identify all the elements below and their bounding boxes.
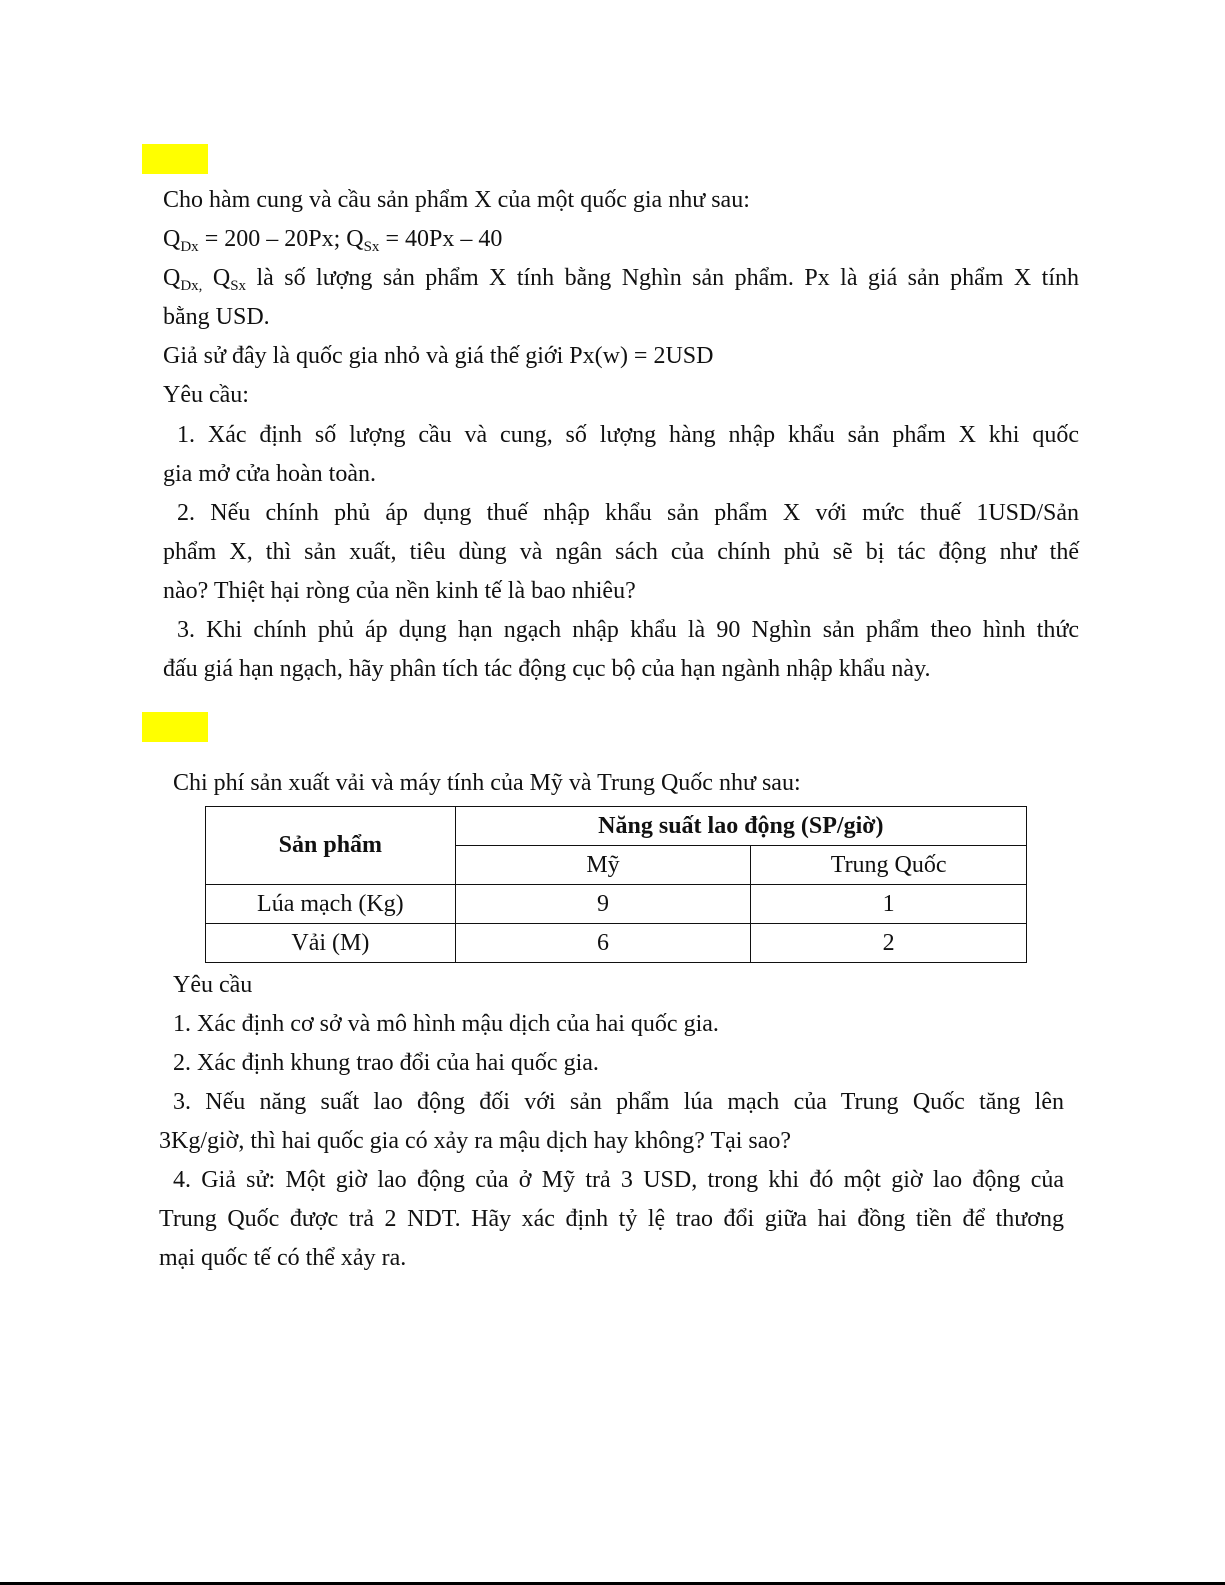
problem2-question2: 2. Xác định khung trao đổi của hai quốc gia. [173,1050,599,1076]
problem1-question2-line3: nào? Thiệt hại ròng của nền kinh tế là bao nhiêu? [163,578,636,604]
problem2-question1: 1. Xác định cơ sở và mô hình mậu dịch của hai quốc gia. [173,1011,719,1037]
table-header-china: Trung Quốc [751,846,1027,885]
problem1-assumption: Giả sử đây là quốc gia nhỏ và giá thế giới Px(w) = 2USD [163,343,714,369]
problem1-question2-line2: phẩm X, thì sản xuất, tiêu dùng và ngân sách của chính phủ sẽ bị tác động như thế [163,539,1079,565]
problem2-requirements-label: Yêu cầu [173,972,253,998]
problem1-question3-line2: đấu giá hạn ngạch, hãy phân tích tác động cục bộ của hạn ngành nhập khẩu này. [163,656,931,682]
problem1-question1-line1: 1. Xác định số lượng cầu và cung, số lượng hàng nhập khẩu sản phẩm X khi quốc [177,422,1079,448]
problem1-requirements-label: Yêu cầu: [163,382,249,408]
table-header-product: Sản phẩm [206,807,456,885]
problem2-question4-line3: mại quốc tế có thể xảy ra. [159,1245,407,1271]
table-cell-china: 2 [751,924,1027,963]
productivity-table [205,806,1027,963]
table-header-us: Mỹ [455,846,751,885]
table-cell-us: 6 [455,924,751,963]
problem2-intro: Chi phí sản xuất vải và máy tính của Mỹ và Trung Quốc như sau: [173,770,801,796]
problem1-definition-line2: bằng USD. [163,304,270,330]
problem1-equations: $Q_{Dx} = 200 - 20Px$; $Q_{Sx} = 40Px - 40$ [163,226,503,255]
table-cell-china: 1 [751,885,1027,924]
problem1-question3-line1: 3. Khi chính phủ áp dụng hạn ngạch nhập khẩu là 90 Nghìn sản phẩm theo hình thức [177,617,1079,643]
problem1-question2-line1: 2. Nếu chính phủ áp dụng thuế nhập khẩu sản phẩm X với mức thuế 1USD/Sản [177,500,1079,526]
table-cell-product: Lúa mạch (Kg) [206,885,456,924]
table-cell-us: 9 [455,885,751,924]
table-header-productivity: Năng suất lao động (SP/giờ) [455,807,1026,846]
table-row [206,924,1027,963]
table-cell-product: Vải (M) [206,924,456,963]
problem1-question1-line2: gia mở cửa hoàn toàn. [163,461,376,487]
problem2-question3-line2: 3Kg/giờ, thì hai quốc gia có xảy ra mậu dịch hay không? Tại sao? [159,1128,792,1154]
problem2-question3-line1: 3. Nếu năng suất lao động đối với sản phẩm lúa mạch của Trung Quốc tăng lên [173,1089,1064,1115]
problem1-intro: Cho hàm cung và cầu sản phẩm X của một quốc gia như sau: [163,187,750,213]
highlight-marker-problem-1 [142,144,208,174]
problem2-question4-line1: 4. Giả sử: Một giờ lao động của ở Mỹ trả 3 USD, trong khi đó một giờ lao động của [173,1167,1064,1193]
problem2-question4-line2: Trung Quốc được trả 2 NDT. Hãy xác định tỷ lệ trao đổi giữa hai đồng tiền để thương [159,1206,1064,1232]
problem1-definition-line1: $Q_{Dx,}$ $Q_{Sx}$ là số lượng sản phẩm X tính bằng Nghìn sản phẩm. Px là giá sản phẩm X tính [163,265,1079,294]
table-row [206,885,1027,924]
highlight-marker-problem-2 [142,712,208,742]
